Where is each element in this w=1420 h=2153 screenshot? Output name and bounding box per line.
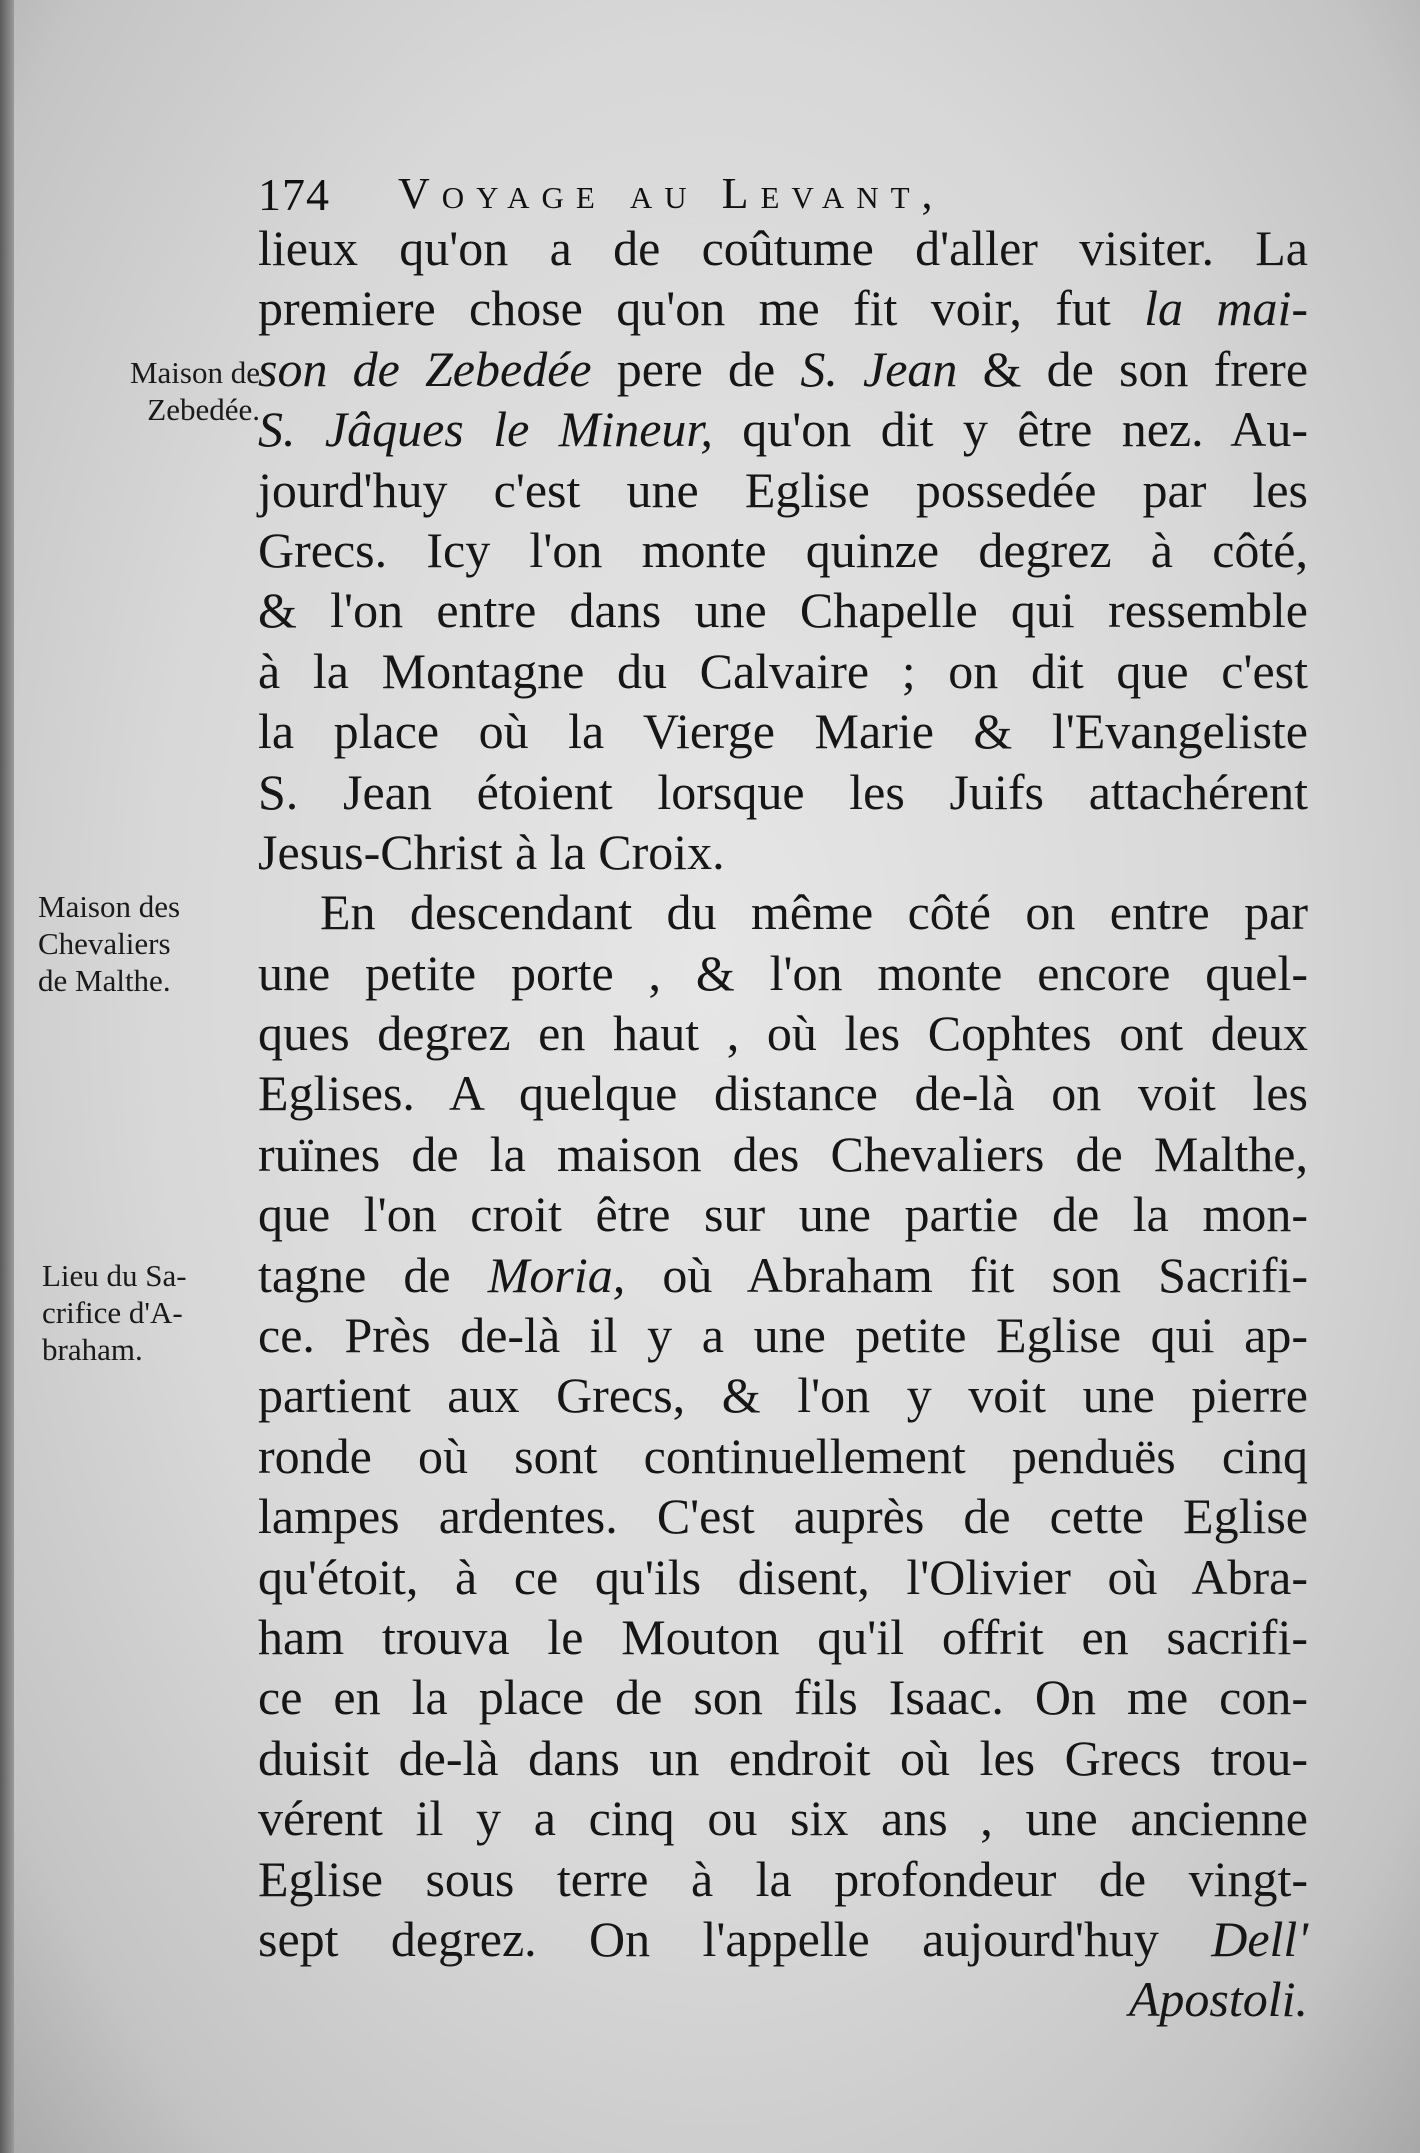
page-edge-shadow (0, 0, 14, 2153)
margin-note-line: Maison de (129, 355, 260, 390)
text-line: En descendant du même côté on entre par (320, 884, 1308, 941)
margin-note-line: Chevaliers (38, 926, 171, 961)
text-line: premiere chose qu'on me fit voir, fut la mai- (258, 280, 1308, 337)
running-title: Voyage au Levant, (398, 169, 945, 218)
text-line: à la Montagne du Calvaire ; on dit que c'est (258, 642, 1308, 699)
text-line: Grecs. Icy l'on monte quinze degrez à côté, (258, 521, 1308, 578)
text-line: Jesus-Christ à la Croix. (258, 823, 725, 880)
text-line: ce en la place de son fils Isaac. On me con- (258, 1669, 1308, 1726)
text-line: duisit de-là dans un endroit où les Grecs trou- (258, 1729, 1308, 1786)
text-line: Eglise sous terre à la profondeur de vingt- (258, 1850, 1308, 1907)
text-line-catchword: Apostoli. (1128, 1971, 1308, 2028)
margin-note-line: crifice d'A- (42, 1295, 183, 1330)
text-line: ce. Près de-là il y a une petite Eglise qui ap- (258, 1307, 1308, 1364)
text-line: Eglises. A quelque distance de-là on voit les (258, 1065, 1308, 1122)
margin-note-line: braham. (42, 1332, 143, 1367)
text-line: lieux qu'on a de coûtume d'aller visiter. La (258, 220, 1308, 276)
text-line: la place où la Vierge Marie & l'Evangeliste (258, 703, 1308, 760)
text-line: & l'on entre dans une Chapelle qui ressemble (258, 582, 1308, 639)
text-line: ronde où sont continuellement penduës cinq (258, 1427, 1308, 1484)
margin-note-line: Lieu du Sa- (42, 1258, 187, 1293)
body-text (258, 218, 1308, 2030)
text-line: que l'on croit être sur une partie de la mon- (258, 1186, 1308, 1243)
text-line: ques degrez en haut , où les Cophtes ont deux (258, 1005, 1308, 1062)
text-line: une petite porte , & l'on monte encore quel- (258, 944, 1308, 1001)
margin-note-line: Maison des (38, 889, 181, 924)
text-line: ruïnes de la maison des Chevaliers de Malthe, (258, 1125, 1308, 1182)
text-line: sept degrez. On l'appelle aujourd'huy Dell' (258, 1910, 1309, 1967)
text-line: S. Jean étoient lorsque les Juifs attachérent (258, 763, 1308, 820)
text-line: ham trouva le Mouton qu'il offrit en sacrifi- (258, 1608, 1308, 1665)
page-number: 174 (258, 169, 330, 220)
text-line: partient aux Grecs, & l'on y voit une pierre (258, 1367, 1308, 1424)
text-line: lampes ardentes. C'est auprès de cette Eglise (258, 1488, 1308, 1545)
text-line: vérent il y a cinq ou six ans , une ancienne (258, 1790, 1308, 1847)
margin-note-line: Zebedée. (147, 392, 260, 427)
margin-note-zebedee (60, 354, 260, 428)
margin-note-chevaliers (38, 888, 238, 999)
text-line: son de Zebedée pere de S. Jean & de son frere (258, 340, 1309, 397)
text-line: qu'étoit, à ce qu'ils disent, l'Olivier où Abra- (258, 1548, 1308, 1605)
text-line: jourd'huy c'est une Eglise possedée par les (258, 461, 1308, 518)
text-line: S. Jâques le Mineur, qu'on dit y être nez. Au- (258, 401, 1309, 458)
margin-note-sacrifice (42, 1257, 242, 1368)
text-line: tagne de Moria, où Abraham fit son Sacrifi- (258, 1246, 1309, 1303)
margin-note-line: de Malthe. (38, 963, 171, 998)
